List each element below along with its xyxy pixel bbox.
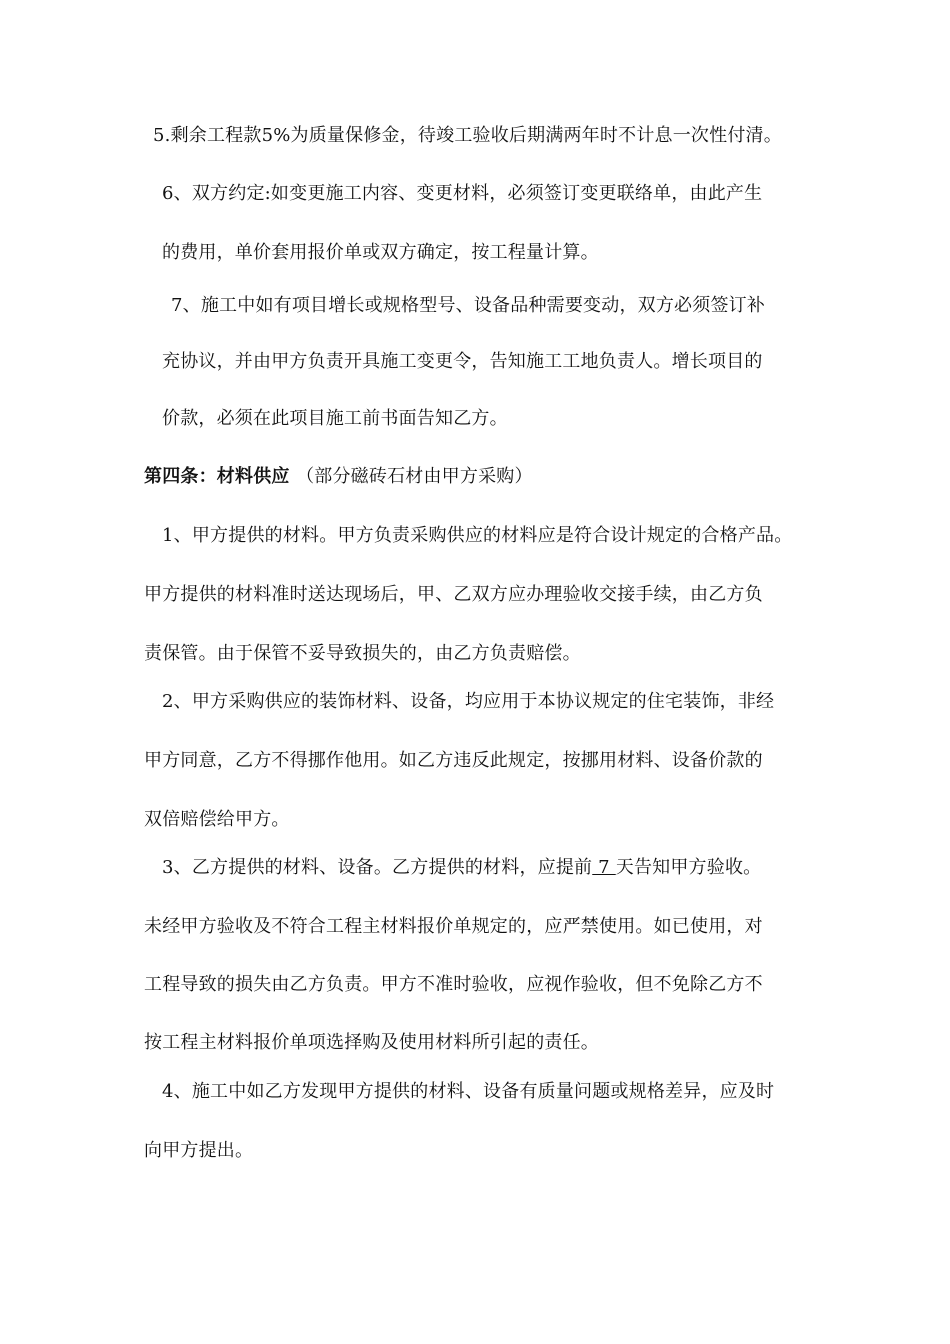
s4-clause-3-line-3: 工程导致的损失由乙方负责。甲方不准时验收，应视作验收，但不免除乙方不 (144, 974, 763, 995)
s4-clause-2-line-1: 2、甲方采购供应的装饰材料、设备，均应用于本协议规定的住宅装饰，非经 (162, 691, 775, 712)
section-4-heading (144, 465, 533, 489)
clause-7-line-2: 充协议，并由甲方负责开具施工变更令，告知施工工地负责人。增长项目的 (162, 351, 763, 372)
s4-clause-2-line-2: 甲方同意，乙方不得挪作他用。如乙方违反此规定，按挪用材料、设备价款的 (144, 750, 763, 771)
clause-5-text: 5.剩余工程款5%为质量保修金，待竣工验收后期满两年时不计息一次性付清。 (153, 125, 782, 146)
s4-clause-1-line-1: 1、甲方提供的材料。甲方负责采购供应的材料应是符合设计规定的合格产品。 (162, 525, 793, 546)
s4-clause-1-line-3: 责保管。由于保管不妥导致损失的，由乙方负责赔偿。 (144, 643, 581, 664)
clause-6-line-2: 的费用，单价套用报价单或双方确定，按工程量计算。 (162, 242, 599, 263)
clause-6-line-1: 6、双方约定:如变更施工内容、变更材料，必须签订变更联络单，由此产生 (162, 183, 763, 204)
s4-clause-3-line-4: 按工程主材料报价单项选择购及使用材料所引起的责任。 (144, 1032, 599, 1053)
section-4-title: 第四条：材料供应 (144, 466, 290, 487)
s4-clause-3-line-1 (162, 856, 761, 880)
section-4-note: （部分磁砖石材由甲方采购） (296, 466, 533, 487)
clause-7-line-3: 价款，必须在此项目施工前书面告知乙方。 (162, 408, 508, 429)
s4-clause-3-text-a: 3、乙方提供的材料、设备。乙方提供的材料，应提前 (162, 857, 593, 878)
notice-days-value: 7 (592, 857, 616, 878)
s4-clause-3-line-2: 未经甲方验收及不符合工程主材料报价单规定的，应严禁使用。如已使用，对 (144, 916, 763, 937)
s4-clause-4-line-1: 4、施工中如乙方发现甲方提供的材料、设备有质量问题或规格差异，应及时 (162, 1081, 775, 1102)
s4-clause-3-text-b: 天告知甲方验收。 (615, 857, 762, 878)
s4-clause-4-line-2: 向甲方提出。 (144, 1140, 254, 1161)
s4-clause-2-line-3: 双倍赔偿给甲方。 (144, 809, 290, 830)
s4-clause-1-line-2: 甲方提供的材料准时送达现场后，甲、乙双方应办理验收交接手续，由乙方负 (144, 584, 763, 605)
clause-7-line-1: 7、施工中如有项目增长或规格型号、设备品种需要变动，双方必须签订补 (171, 295, 766, 316)
